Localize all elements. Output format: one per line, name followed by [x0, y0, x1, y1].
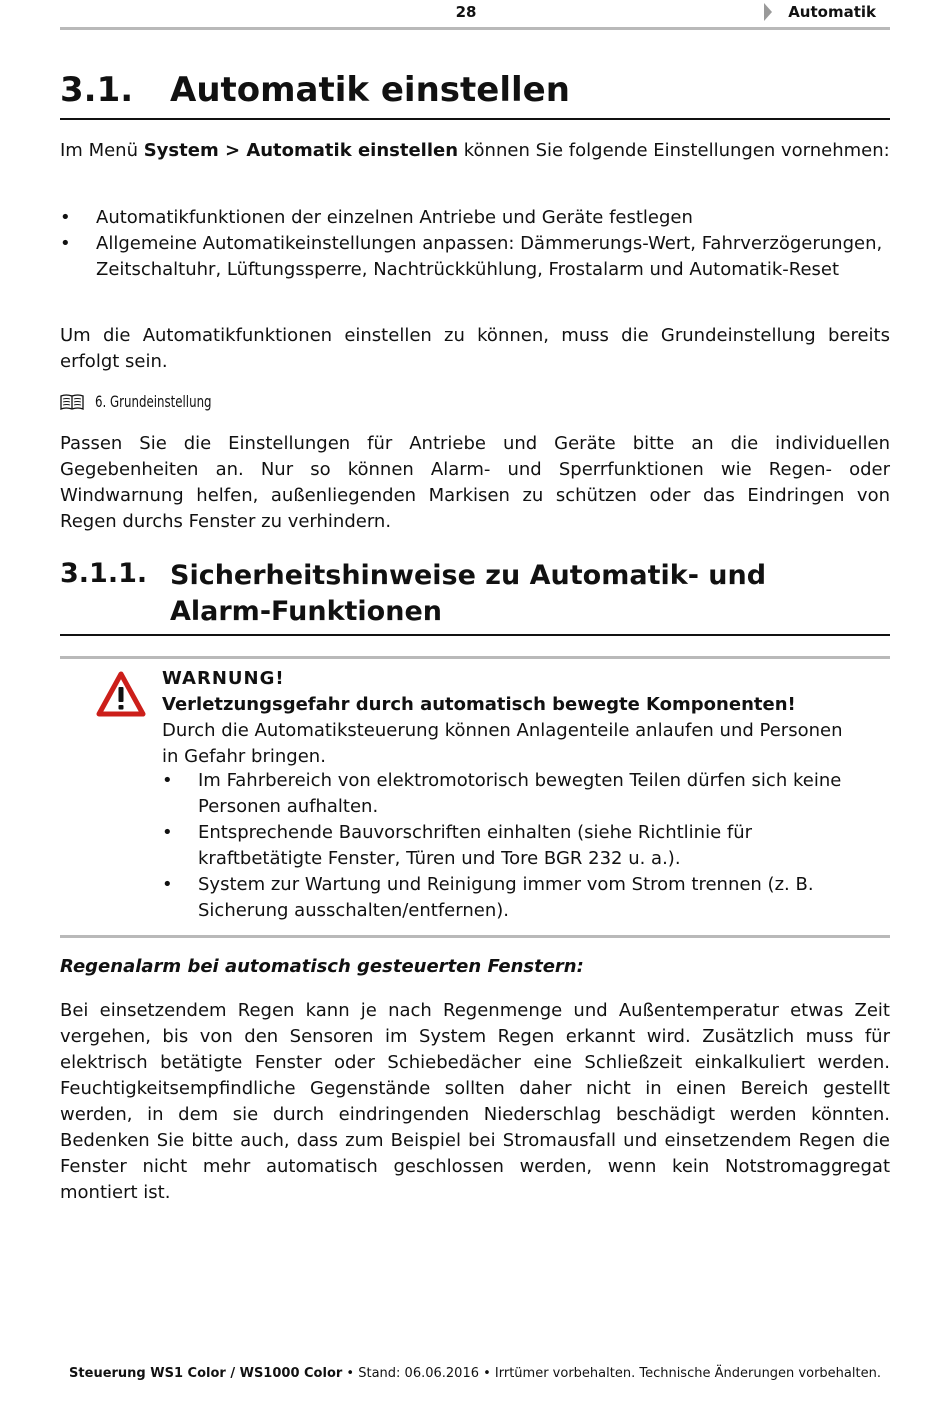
rain-alarm-paragraph: Bei einsetzendem Regen kann je nach Regenmenge und Außentemperatur etwas Zeit vergehen, bis von den Sensoren im System Regen erkannt wird. Zusätzlich muss für elektrisch betätigte Fenster oder Schiebedächer eine Schließzeit einkalkuliert werden. Feuchtigkeitsempfindliche Gegenstände sollten daher nicht in einen Bereich gestellt werden, in dem sie durch eindringenden Niederschlag beschädigt werden könnten. Bedenken Sie bitte auch, dass zum Beispiel bei Stromausfall und einsetzendem Regen die Fenster nicht mehr automatisch geschlossen werden, wenn kein Notstromaggregat montiert ist. — [60, 1000, 890, 1203]
list-item — [60, 231, 890, 283]
warning-list — [162, 768, 862, 924]
bullet-icon: • — [162, 770, 173, 791]
settings-list — [60, 205, 890, 283]
section-number: 3.1. — [60, 70, 134, 110]
adjust-paragraph: Passen Sie die Einstellungen für Antriebe und Geräte bitte an die individuellen Gegebenheiten an. Nur so können Alarm- und Sperrfunktionen wie Regen- oder Windwarnung helfen, außenliegenden Markisen zu schützen oder das Eindringen von Regen durchs Fenster zu verhindern. — [60, 433, 890, 532]
book-icon — [60, 394, 84, 411]
cross-reference-text: 6. Grundeinstellung — [95, 392, 212, 411]
warning-headline: Verletzungsgefahr durch automatisch bewegte Komponenten! — [162, 694, 796, 715]
section-heading — [60, 70, 890, 120]
chapter-title: Automatik — [788, 3, 876, 21]
rain-alarm-heading: Regenalarm bei automatisch gesteuerten Fenstern: — [60, 956, 584, 977]
list-item-text: Automatikfunktionen der einzelnen Antriebe und Geräte festlegen — [96, 207, 693, 228]
warning-body: Durch die Automatiksteuerung können Anlagenteile anlaufen und Personen in Gefahr bringen. — [162, 720, 843, 767]
bullet-icon: • — [60, 207, 71, 228]
warning-box — [60, 656, 890, 938]
warning-label: WARNUNG! — [162, 668, 285, 689]
section-title: Automatik einstellen — [170, 70, 570, 110]
warning-triangle-icon — [96, 671, 146, 717]
prerequisite-paragraph: Um die Automatikfunktionen einstellen zu können, muss die Grundeinstellung bereits erfolgt sein. — [60, 325, 890, 372]
page-footer — [60, 1366, 890, 1381]
running-header — [60, 0, 890, 30]
footer-product: Steuerung WS1 Color / WS1000 Color — [69, 1366, 343, 1381]
subsection-title: Sicherheitshinweise zu Automatik- und Alarm-Funktionen — [170, 560, 767, 627]
subsection-number: 3.1.1. — [60, 558, 148, 589]
chapter-arrow-icon — [764, 3, 772, 21]
page-number: 28 — [455, 3, 477, 21]
intro-suffix: können Sie folgende Einstellungen vornehmen: — [458, 140, 890, 161]
footer-notice: • Stand: 06.06.2016 • Irrtümer vorbehalten. Technische Änderungen vorbehalten. — [342, 1366, 881, 1381]
intro-paragraph — [60, 138, 890, 164]
bullet-icon: • — [162, 874, 173, 895]
list-item — [162, 872, 862, 924]
list-item — [162, 768, 862, 820]
menu-path: System > Automatik einstellen — [143, 140, 459, 161]
list-item — [162, 820, 862, 872]
list-item-text: System zur Wartung und Reinigung immer vom Strom trennen (z. B. Sicherung ausschalten/entfernen). — [198, 874, 814, 921]
intro-prefix: Im Menü — [60, 140, 144, 161]
bullet-icon: • — [162, 822, 173, 843]
list-item-text: Entsprechende Bauvorschriften einhalten (siehe Richtlinie für kraftbetätigte Fenster, Türen und Tore BGR 232 u. a.). — [198, 822, 753, 869]
list-item-text: Allgemeine Automatikeinstellungen anpassen: Dämmerungs-Wert, Fahrverzögerungen, Zeitschaltuhr, Lüftungssperre, Nachtrückkühlung, Frostalarm und Automatik-Reset — [96, 233, 883, 280]
subsection-heading — [60, 558, 890, 636]
list-item-text: Im Fahrbereich von elektromotorisch bewegten Teilen dürfen sich keine Personen aufhalten. — [198, 770, 842, 817]
list-item — [60, 205, 890, 231]
bullet-icon: • — [60, 233, 71, 254]
